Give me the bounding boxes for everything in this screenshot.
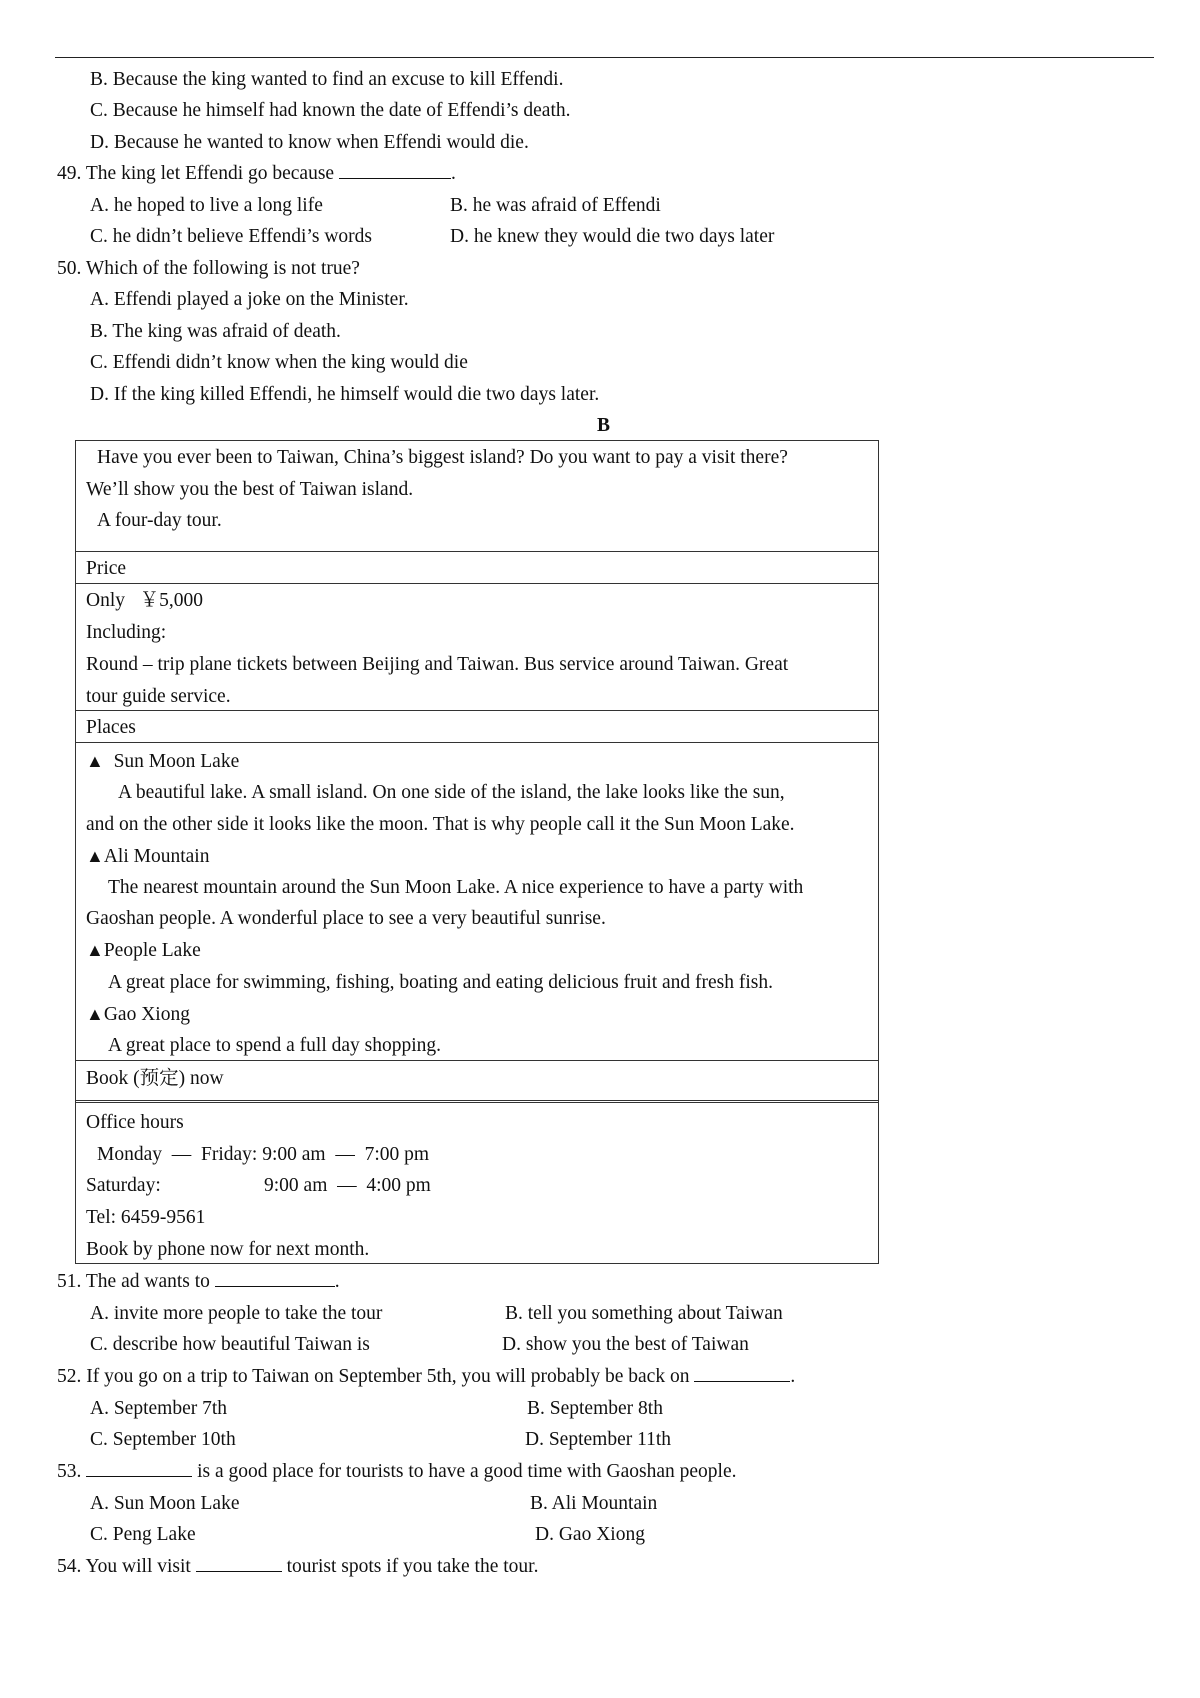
triangle-icon: ▲ (86, 1004, 104, 1024)
q49-option-d: D. he knew they would die two days later (450, 226, 775, 247)
q53-option-a: A. Sun Moon Lake (90, 1493, 240, 1514)
q50-option-b: B. The king was afraid of death. (90, 321, 341, 342)
telephone: Tel: 6459-9561 (86, 1207, 206, 1228)
ad-intro-line-1: Have you ever been to Taiwan, China’s biggest island? Do you want to pay a visit there? (97, 447, 788, 468)
q52-option-a: A. September 7th (90, 1398, 228, 1419)
q49-option-c: C. he didn’t believe Effendi’s words (90, 226, 372, 247)
q52-option-b: B. September 8th (527, 1398, 663, 1419)
answer-blank (215, 1270, 335, 1287)
ad-divider (75, 583, 879, 584)
place-name: Gao Xiong (103, 1004, 190, 1025)
place-name: People Lake (103, 940, 201, 961)
place-name: Sun Moon Lake (113, 751, 240, 772)
place-sun-moon-lake-title (86, 749, 239, 774)
q51-option-b: B. tell you something about Taiwan (505, 1303, 783, 1324)
question-52-end: . (790, 1366, 796, 1387)
q50-option-c: C. Effendi didn’t know when the king would die (90, 352, 468, 373)
place-sun-moon-lake-desc-1: A beautiful lake. A small island. On one side of the island, the lake looks like the sun, (118, 782, 785, 803)
q50-option-a: A. Effendi played a joke on the Minister. (90, 289, 409, 310)
q51-option-c: C. describe how beautiful Taiwan is (90, 1334, 370, 1355)
q53-option-d: D. Gao Xiong (535, 1524, 645, 1545)
weekday-hours: Monday — Friday: 9:00 am — 7:00 pm (97, 1144, 430, 1165)
q52-option-c: C. September 10th (90, 1429, 236, 1450)
answer-blank (339, 162, 451, 179)
answer-blank (86, 1460, 192, 1477)
ad-divider (75, 1100, 879, 1103)
question-49-stem: 49. The king let Effendi go because (57, 163, 335, 184)
ad-divider (75, 1060, 879, 1061)
header-rule (55, 57, 1154, 58)
book-note: Book by phone now for next month. (86, 1239, 370, 1260)
q53-option-b: B. Ali Mountain (530, 1493, 658, 1514)
question-54-stem-end: tourist spots if you take the tour. (286, 1556, 539, 1577)
saturday-hours: 9:00 am — 4:00 pm (264, 1175, 431, 1196)
q51-option-d: D. show you the best of Taiwan (502, 1334, 749, 1355)
price-header: Price (86, 558, 127, 579)
ad-divider (75, 551, 879, 552)
q49-option-a: A. he hoped to live a long life (90, 195, 323, 216)
question-50-stem: 50. Which of the following is not true? (57, 258, 360, 279)
question-52 (57, 1365, 795, 1389)
including-label: Including: (86, 622, 167, 643)
place-ali-mountain-desc-2: Gaoshan people. A wonderful place to see a very beautiful sunrise. (86, 908, 606, 929)
prev-option-b: B. Because the king wanted to find an excuse to kill Effendi. (90, 69, 564, 90)
saturday-label: Saturday: (86, 1175, 161, 1196)
office-hours-label: Office hours (86, 1112, 184, 1133)
q49-option-b: B. he was afraid of Effendi (450, 195, 661, 216)
ad-divider (75, 710, 879, 711)
q52-option-d: D. September 11th (525, 1429, 672, 1450)
prev-option-c: C. Because he himself had known the date of Effendi’s death. (90, 100, 571, 121)
question-49 (57, 162, 456, 186)
section-label: B (597, 415, 611, 436)
place-gao-xiong-title (86, 1002, 190, 1027)
ad-intro-line-3: A four-day tour. (97, 510, 222, 531)
question-53 (57, 1460, 737, 1484)
place-people-lake-title (86, 938, 201, 963)
q50-option-d: D. If the king killed Effendi, he himself would die two days later. (90, 384, 600, 405)
question-51-stem: 51. The ad wants to (57, 1271, 210, 1292)
places-header: Places (86, 717, 136, 738)
answer-blank (196, 1555, 282, 1572)
question-54-stem-start: 54. You will visit (57, 1556, 191, 1577)
triangle-icon: ▲ (86, 751, 104, 771)
place-sun-moon-lake-desc-2: and on the other side it looks like the moon. That is why people call it the Sun Moon Lake. (86, 814, 795, 835)
place-ali-mountain-title (86, 844, 209, 869)
place-people-lake-desc: A great place for swimming, fishing, boating and eating delicious fruit and fresh fish. (108, 972, 774, 993)
prev-option-d: D. Because he wanted to know when Effendi would die. (90, 132, 529, 153)
question-51 (57, 1270, 340, 1294)
triangle-icon: ▲ (86, 846, 104, 866)
question-54 (57, 1555, 538, 1579)
ad-divider (75, 742, 879, 743)
ad-intro-line-2: We’ll show you the best of Taiwan island. (86, 479, 414, 500)
q51-option-a: A. invite more people to take the tour (90, 1303, 383, 1324)
answer-blank (694, 1365, 790, 1382)
book-header: Book (预定) now (86, 1068, 224, 1089)
place-gao-xiong-desc: A great place to spend a full day shopping. (108, 1035, 442, 1056)
question-52-stem: 52. If you go on a trip to Taiwan on September 5th, you will probably be back on (57, 1366, 690, 1387)
including-line-2: tour guide service. (86, 686, 231, 707)
place-name: Ali Mountain (103, 846, 210, 867)
question-53-stem: is a good place for tourists to have a good time with Gaoshan people. (197, 1461, 737, 1482)
including-line-1: Round – trip plane tickets between Beijing and Taiwan. Bus service around Taiwan. Great (86, 654, 789, 675)
question-53-number: 53. (57, 1461, 82, 1482)
triangle-icon: ▲ (86, 940, 104, 960)
place-ali-mountain-desc-1: The nearest mountain around the Sun Moon Lake. A nice experience to have a party with (108, 877, 804, 898)
price-value: Only ￥5,000 (86, 590, 204, 611)
question-51-end: . (334, 1271, 340, 1292)
q53-option-c: C. Peng Lake (90, 1524, 196, 1545)
question-49-end: . (450, 163, 456, 184)
